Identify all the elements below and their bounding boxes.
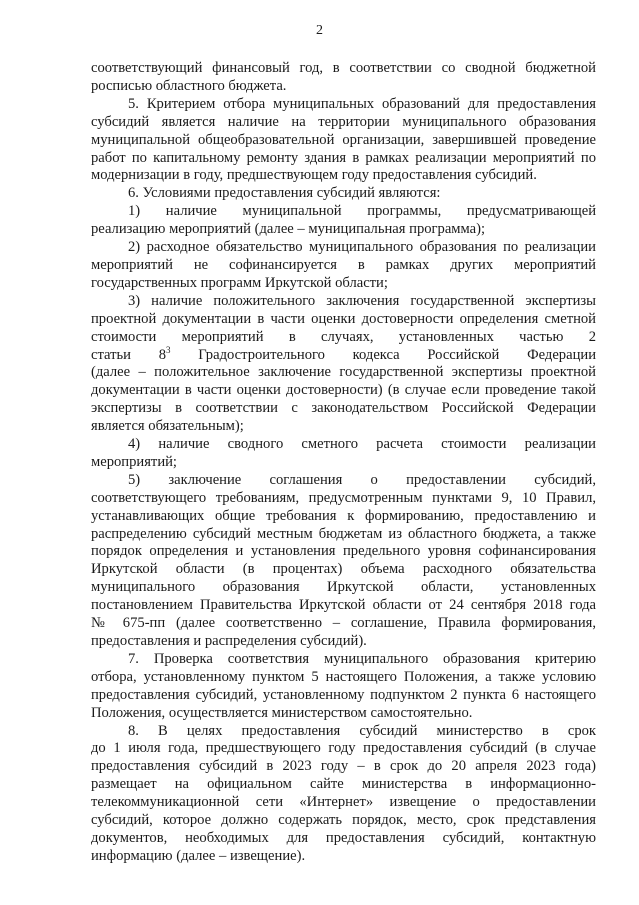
paragraph-item-8-notice: [91, 723, 596, 866]
text-line: субсидий, которое должно содержать порядок, место, срок представления: [91, 812, 596, 829]
text-line: телекоммуникационной сети «Интернет» извещение о предоставлении: [91, 794, 596, 811]
paragraph-subitem-5: [91, 472, 596, 651]
text-line: до 1 июля года, предшествующего году предоставления субсидий (в случае: [91, 740, 596, 757]
text-line: 8. В целях предоставления субсидий министерство в срок: [128, 722, 596, 739]
article-prefix: статьи 8: [91, 346, 167, 363]
text-line: порядок определения и установления предельного уровня софинансирования: [91, 543, 596, 560]
text-line: модернизации в году, предшествующем году предоставления субсидий.: [91, 167, 537, 184]
text-line: 6. Условиями предоставления субсидий являются:: [128, 185, 441, 202]
text-line: 3) наличие положительного заключения государственной экспертизы: [128, 292, 596, 309]
text-line: Положения, осуществляется министерством самостоятельно.: [91, 704, 473, 721]
text-line: распределению субсидий местным бюджетам из областного бюджета, а также: [91, 525, 596, 542]
text-line: документации в части оценки достоверности) (в случае если проведение такой: [91, 382, 596, 399]
paragraph-item-6-conditions: [91, 185, 596, 203]
document-body: [91, 60, 596, 866]
text-line: (далее – положительное заключение государственной экспертизы проектной: [91, 364, 596, 381]
article-suffix: Градостроительного кодекса Российской Федерации: [170, 346, 597, 363]
text-line: 2) расходное обязательство муниципального образования по реализации: [128, 239, 596, 256]
text-line-article-reference: [91, 344, 597, 365]
text-line: 5. Критерием отбора муниципальных образований для предоставления: [128, 95, 596, 112]
text-line: стоимости мероприятий в случаях, установленных частью 2: [91, 328, 596, 345]
text-line: 5) заключение соглашения о предоставлении субсидий,: [128, 471, 596, 488]
text-line: № 675-пп (далее соответственно – соглашение, Правила формирования,: [91, 615, 596, 632]
paragraph-subitem-1: [91, 203, 596, 239]
text-line: Иркутской области (в процентах) объема расходного обязательства: [91, 561, 596, 578]
text-line: устанавливающих общие требования к формированию, предоставлению и: [91, 507, 596, 524]
text-line: предоставления субсидий, установленному подпунктом 2 пункта 6 настоящего: [91, 686, 596, 703]
text-line: реализацию мероприятий (далее – муниципальная программа);: [91, 221, 486, 238]
text-line: постановлением Правительства Иркутской области от 24 сентября 2018 года: [91, 597, 596, 614]
paragraph-item-5-criterion: [91, 96, 596, 186]
text-line: проектной документации в части оценки достоверности определения сметной: [91, 310, 596, 327]
text-line: работ по капитальному ремонту здания в рамках реализации мероприятий по: [91, 149, 596, 166]
text-line: 4) наличие сводного сметного расчета стоимости реализации: [128, 436, 596, 453]
text-line: мероприятий;: [91, 453, 177, 470]
paragraph-subitem-4: [91, 436, 596, 472]
paragraph-item-7-verification: [91, 651, 596, 723]
paragraph-budget-continuation: [91, 60, 596, 96]
text-line: информацию (далее – извещение).: [91, 847, 306, 864]
paragraph-subitem-2: [91, 239, 596, 293]
text-line: муниципального образования Иркутской области, установленных: [91, 579, 596, 596]
text-line: субсидий является наличие на территории муниципального образования: [91, 113, 596, 130]
text-line: государственных программ Иркутской области;: [91, 274, 388, 291]
text-line: соответствующий финансовый год, в соответствии со сводной бюджетной: [91, 60, 596, 76]
text-line: отбора, установленному пунктом 5 настоящего Положения, а также условию: [91, 668, 596, 685]
text-line: 7. Проверка соответствия муниципального образования критерию: [128, 650, 596, 667]
article-superscript: 3: [166, 344, 171, 355]
paragraph-subitem-3: [91, 293, 596, 436]
text-line: предоставления субсидий в 2023 году – в срок до 20 апреля 2023 года): [91, 758, 596, 775]
text-line: размещает на официальном сайте министерства в информационно-: [91, 776, 596, 793]
text-line: является обязательным);: [91, 418, 244, 435]
text-line: предоставления и распределения субсидий).: [91, 633, 367, 649]
text-line: муниципальной общеобразовательной организации, завершившей проведение: [91, 131, 596, 148]
text-line: 1) наличие муниципальной программы, предусматривающей: [128, 203, 596, 220]
text-line: соответствующего требованиям, предусмотренным пунктами 9, 10 Правил,: [91, 489, 596, 506]
text-line: росписью областного бюджета.: [91, 77, 287, 94]
text-line: экспертизы в соответствии с законодательством Российской Федерации: [91, 400, 596, 417]
page-number: 2: [316, 23, 323, 38]
text-line: документов, необходимых для предоставления субсидий, контактную: [91, 829, 596, 846]
text-line: мероприятий не софинансируется в рамках других мероприятий: [91, 256, 596, 273]
